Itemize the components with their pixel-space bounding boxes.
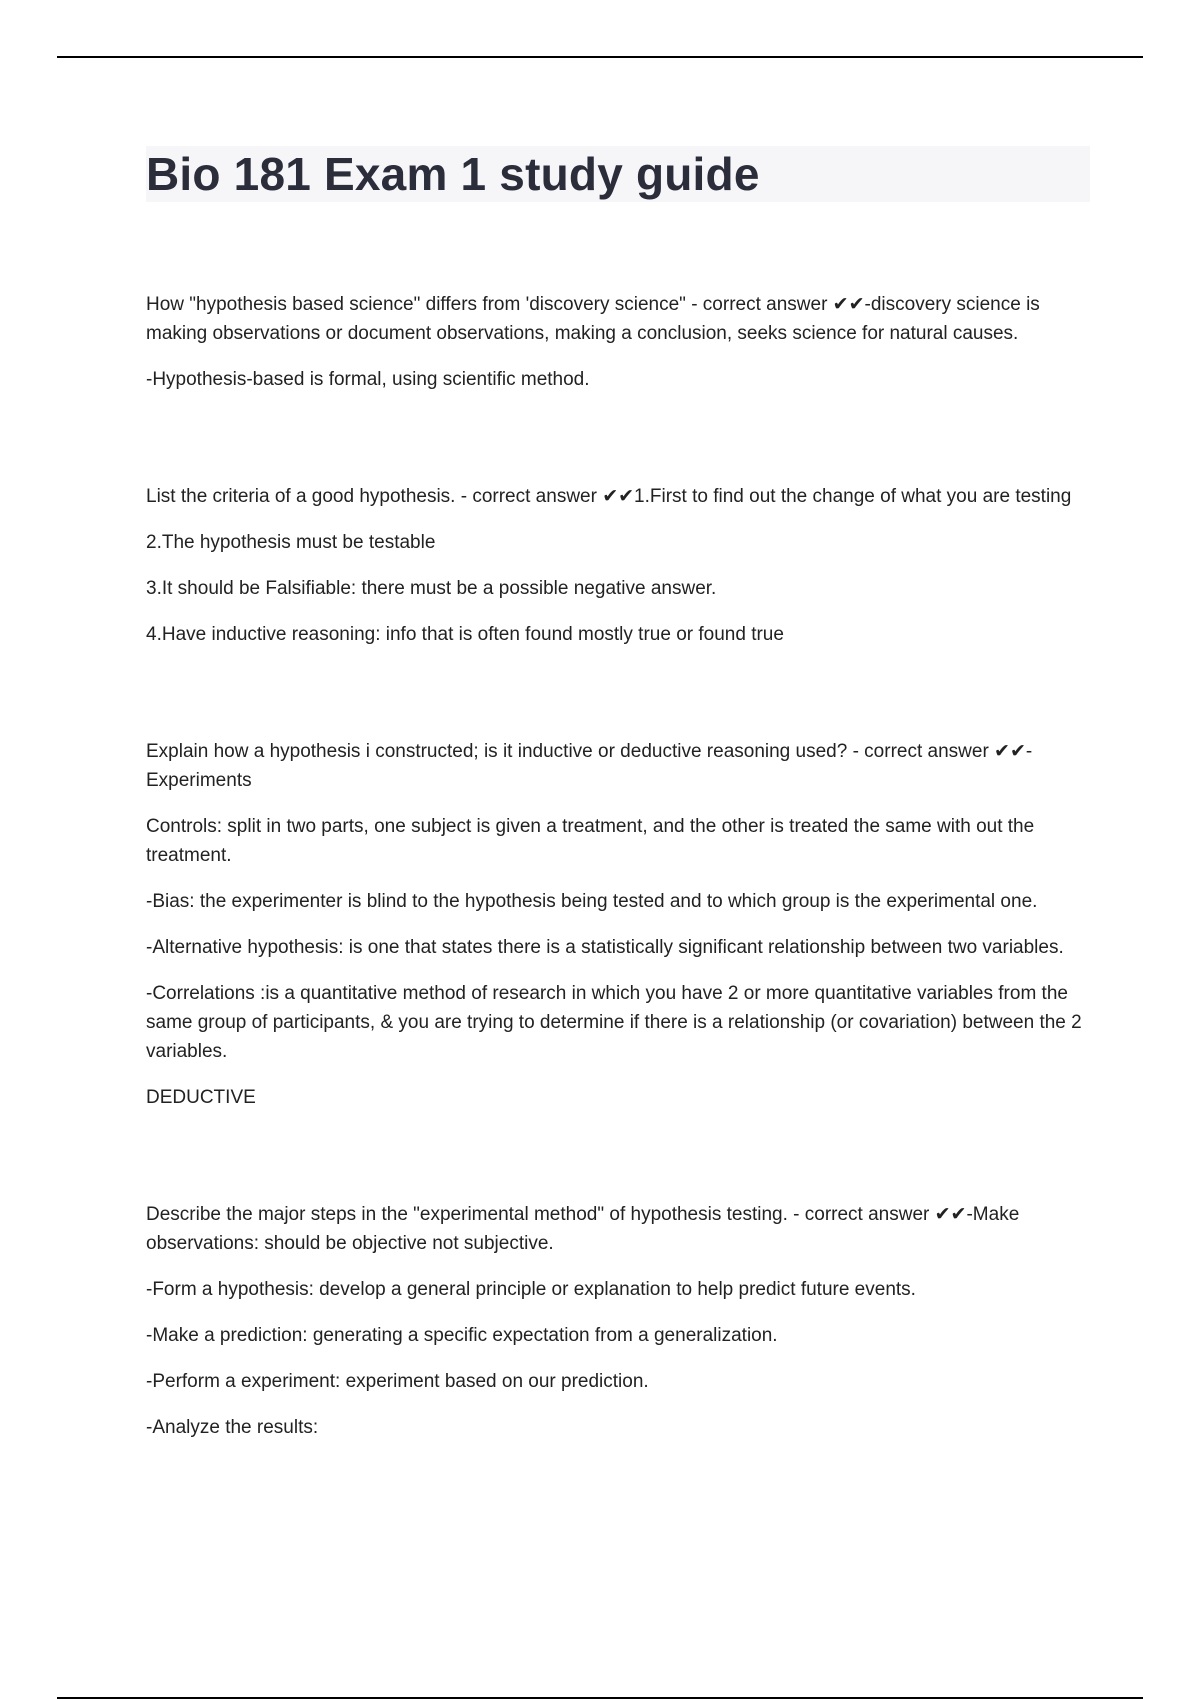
- answer-paragraph: -Correlations :is a quantitative method of research in which you have 2 or more quantitative variables from the same group of participants, & you are trying to determine if there is a relationship (or covariation) between the 2 variables.: [146, 983, 1082, 1062]
- answer-paragraph: 3.It should be Falsifiable: there must be a possible negative answer.: [146, 578, 717, 599]
- answer-paragraph: -Analyze the results:: [146, 1417, 319, 1438]
- bottom-rule: [57, 1697, 1143, 1699]
- question-paragraph: How "hypothesis based science" differs from 'discovery science" - correct answer ✔✔-discovery science is making observations or document observations, making a conclusion, seeks science for natural causes.: [146, 294, 1040, 344]
- answer-paragraph: 4.Have inductive reasoning: info that is often found mostly true or found true: [146, 624, 784, 645]
- qa-block-3: [146, 737, 1090, 1112]
- question-paragraph: Explain how a hypothesis i constructed; is it inductive or deductive reasoning used? - correct answer ✔✔-Experiments: [146, 741, 1033, 791]
- answer-paragraph: Controls: split in two parts, one subject is given a treatment, and the other is treated the same with out the treatment.: [146, 816, 1035, 866]
- answer-paragraph: DEDUCTIVE: [146, 1087, 256, 1108]
- answer-paragraph: -Perform a experiment: experiment based on our prediction.: [146, 1371, 649, 1392]
- answer-paragraph: -Make a prediction: generating a specific expectation from a generalization.: [146, 1325, 778, 1346]
- answer-paragraph: -Hypothesis-based is formal, using scientific method.: [146, 369, 590, 390]
- question-paragraph: Describe the major steps in the "experimental method" of hypothesis testing. - correct answer ✔✔-Make observations: should be objective not subjective.: [146, 1204, 1020, 1254]
- qa-block-2: [146, 482, 1090, 649]
- qa-block-1: [146, 290, 1090, 394]
- answer-paragraph: -Alternative hypothesis: is one that states there is a statistically significant relationship between two variables.: [146, 937, 1064, 958]
- answer-paragraph: 2.The hypothesis must be testable: [146, 532, 436, 553]
- top-rule: [57, 56, 1143, 58]
- question-paragraph: List the criteria of a good hypothesis. - correct answer ✔✔1.First to find out the change of what you are testing: [146, 486, 1072, 507]
- answer-paragraph: -Form a hypothesis: develop a general principle or explanation to help predict future events.: [146, 1279, 916, 1300]
- study-guide-body: [146, 290, 1090, 1530]
- answer-paragraph: -Bias: the experimenter is blind to the hypothesis being tested and to which group is the experimental one.: [146, 891, 1038, 912]
- qa-block-4: [146, 1200, 1090, 1442]
- page-title: Bio 181 Exam 1 study guide: [146, 148, 760, 200]
